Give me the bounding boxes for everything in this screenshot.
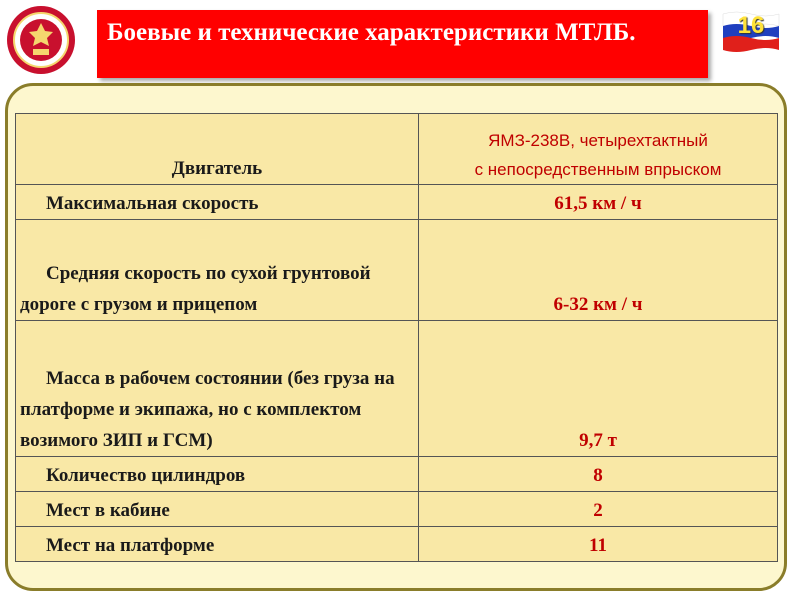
row-label-max-speed: Максимальная скорость bbox=[16, 185, 419, 220]
row-value-max-speed: 61,5 км / ч bbox=[419, 185, 778, 220]
engine-value-line2: с непосредственным впрыском bbox=[474, 160, 722, 179]
row-value-platform-seats: 11 bbox=[419, 527, 778, 562]
row-value-engine bbox=[419, 114, 778, 185]
row-label-avg-speed: Средняя скорость по сухой грунтовой дороге с грузом и прицепом bbox=[16, 220, 419, 321]
row-value-cylinders: 8 bbox=[419, 457, 778, 492]
row-label-mass: Масса в рабочем состоянии (без груза на платформе и экипажа, но с комплектом возимого ЗИП и ГСМ) bbox=[16, 321, 419, 457]
table-row bbox=[16, 220, 778, 321]
row-value-avg-speed: 6-32 км / ч bbox=[419, 220, 778, 321]
page-title: Боевые и технические характеристики МТЛБ. bbox=[107, 19, 636, 46]
row-value-cabin-seats: 2 bbox=[419, 492, 778, 527]
table-row bbox=[16, 492, 778, 527]
engine-value-line1: ЯМЗ-238В, четырехтактный bbox=[488, 131, 708, 150]
row-label-cylinders: Количество цилиндров bbox=[16, 457, 419, 492]
table-row bbox=[16, 185, 778, 220]
emblem-logo bbox=[6, 5, 76, 75]
table-row bbox=[16, 527, 778, 562]
row-label-engine: Двигатель bbox=[16, 114, 419, 185]
row-value-mass: 9,7 т bbox=[419, 321, 778, 457]
table-row bbox=[16, 114, 778, 185]
row-label-cabin-seats: Мест в кабине bbox=[16, 492, 419, 527]
specs-table bbox=[15, 113, 778, 562]
title-banner bbox=[97, 10, 708, 78]
slide-number: 16 bbox=[737, 12, 765, 39]
table-row bbox=[16, 457, 778, 492]
row-label-platform-seats: Мест на платформе bbox=[16, 527, 419, 562]
table-row bbox=[16, 321, 778, 457]
